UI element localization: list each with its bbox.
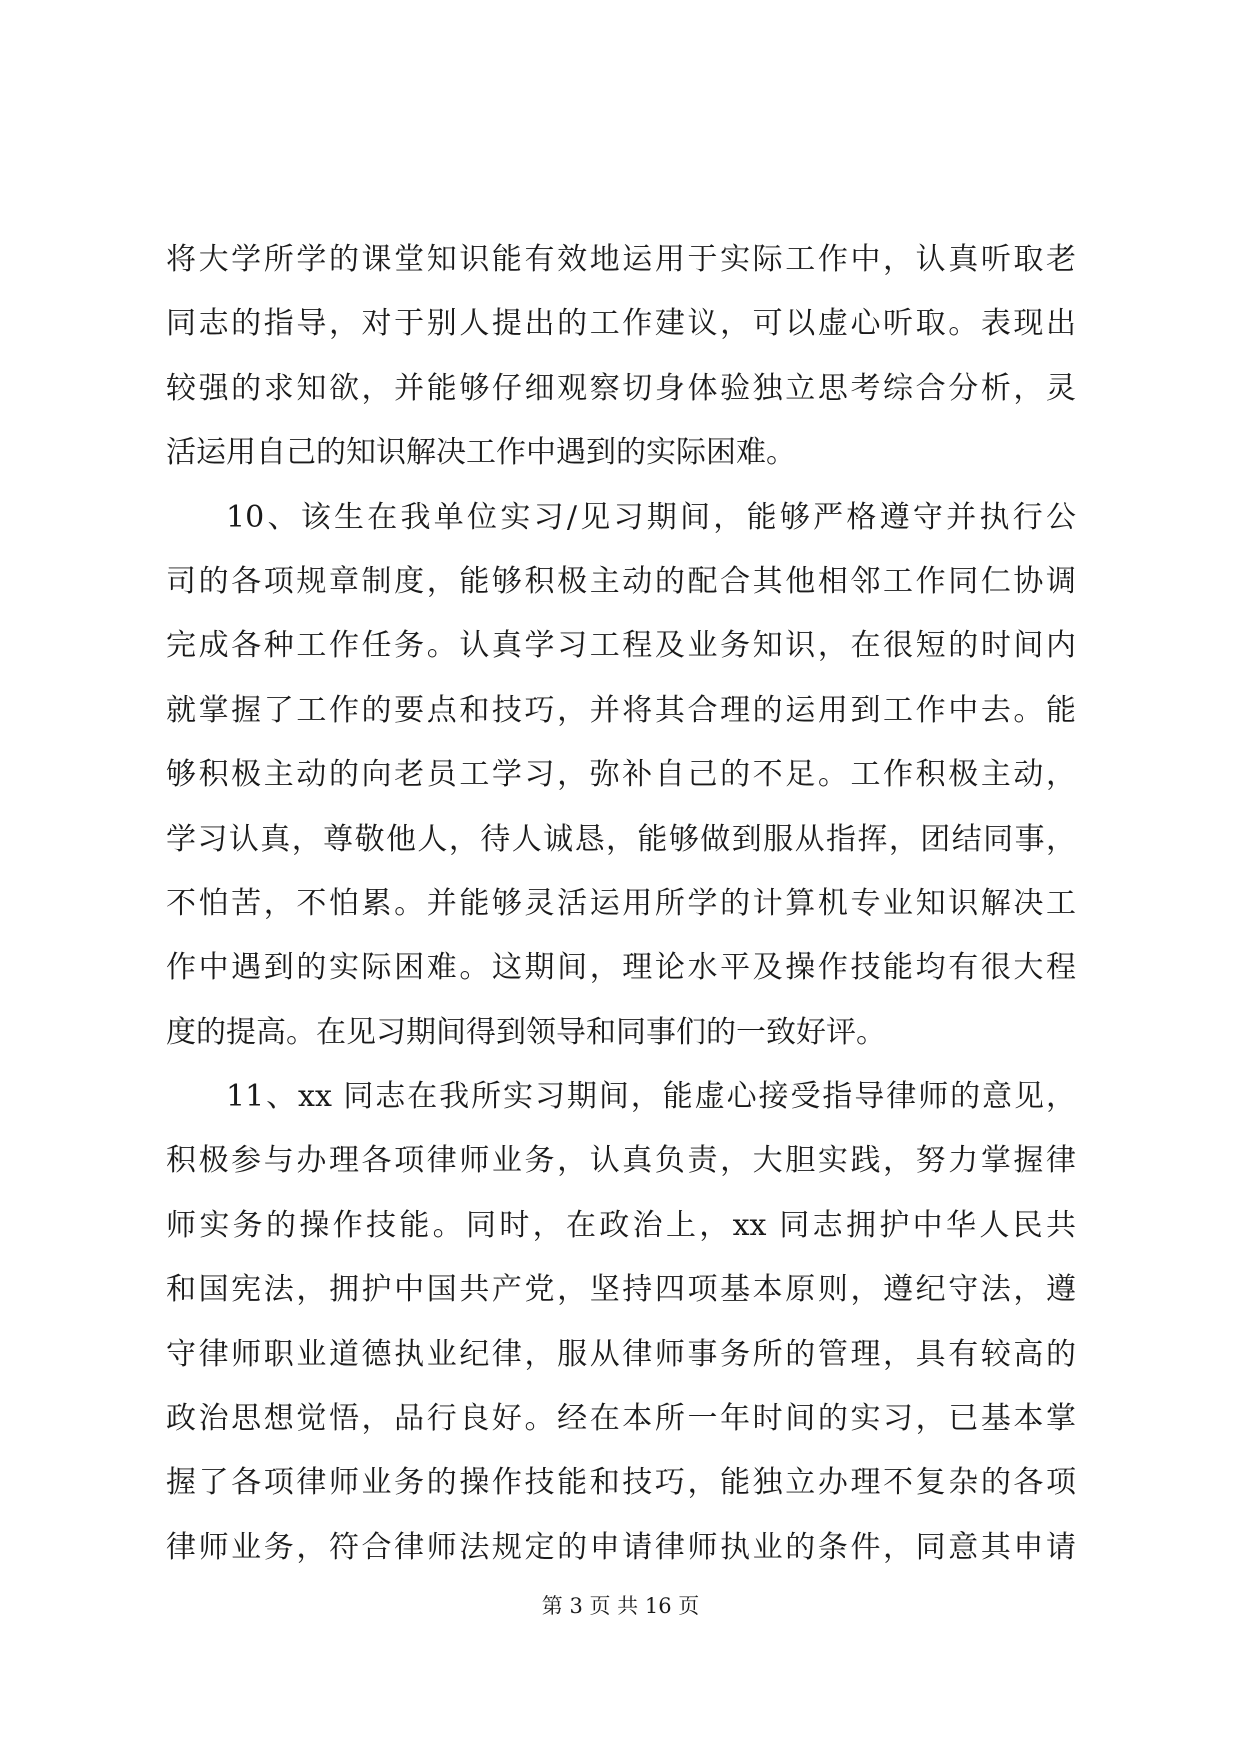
text-line: 够积极主动的向老员工学习，弥补自己的不足。工作积极主动， xyxy=(166,757,1076,793)
text-line: 同志的指导，对于别人提出的工作建议，可以虚心听取。表现出 xyxy=(166,306,1076,342)
text-line: 完成各种工作任务。认真学习工程及业务知识，在很短的时间内 xyxy=(166,628,1076,664)
text-line: 11、xx 同志在我所实习期间，能虚心接受指导律师的意见， xyxy=(226,1079,1076,1115)
page-footer: 第 3 页 共 16 页 xyxy=(541,1594,700,1618)
text-line: 守律师职业道德执业纪律，服从律师事务所的管理，具有较高的 xyxy=(166,1336,1076,1372)
text-line: 不怕苦，不怕累。并能够灵活运用所学的计算机专业知识解决工 xyxy=(166,885,1076,921)
text-line: 积极参与办理各项律师业务，认真负责，大胆实践，努力掌握律 xyxy=(166,1143,1076,1179)
text-line: 握了各项律师业务的操作技能和技巧，能独立办理不复杂的各项 xyxy=(166,1465,1076,1501)
text-line: 司的各项规章制度，能够积极主动的配合其他相邻工作同仁协调 xyxy=(166,563,1076,599)
text-line: 活运用自己的知识解决工作中遇到的实际困难。 xyxy=(166,435,796,471)
text-line: 度的提高。在见习期间得到领导和同事们的一致好评。 xyxy=(166,1014,886,1050)
text-line: 和国宪法，拥护中国共产党，坚持四项基本原则，遵纪守法，遵 xyxy=(166,1272,1076,1308)
text-line: 10、该生在我单位实习/见习期间，能够严格遵守并执行公 xyxy=(226,499,1076,535)
text-line: 律师业务，符合律师法规定的申请律师执业的条件，同意其申请 xyxy=(166,1529,1076,1565)
text-line: 较强的求知欲，并能够仔细观察切身体验独立思考综合分析，灵 xyxy=(166,370,1076,406)
text-line: 师实务的操作技能。同时，在政治上，xx 同志拥护中华人民共 xyxy=(166,1207,1076,1243)
text-line: 将大学所学的课堂知识能有效地运用于实际工作中，认真听取老 xyxy=(166,242,1076,277)
text-line: 政治思想觉悟，品行良好。经在本所一年时间的实习，已基本掌 xyxy=(166,1401,1076,1437)
text-line: 作中遇到的实际困难。这期间，理论水平及操作技能均有很大程 xyxy=(166,950,1076,986)
text-line: 就掌握了工作的要点和技巧，并将其合理的运用到工作中去。能 xyxy=(166,692,1076,728)
text-line: 学习认真，尊敬他人，待人诚恳，能够做到服从指挥，团结同事， xyxy=(166,821,1076,857)
body-text xyxy=(166,228,1076,1580)
